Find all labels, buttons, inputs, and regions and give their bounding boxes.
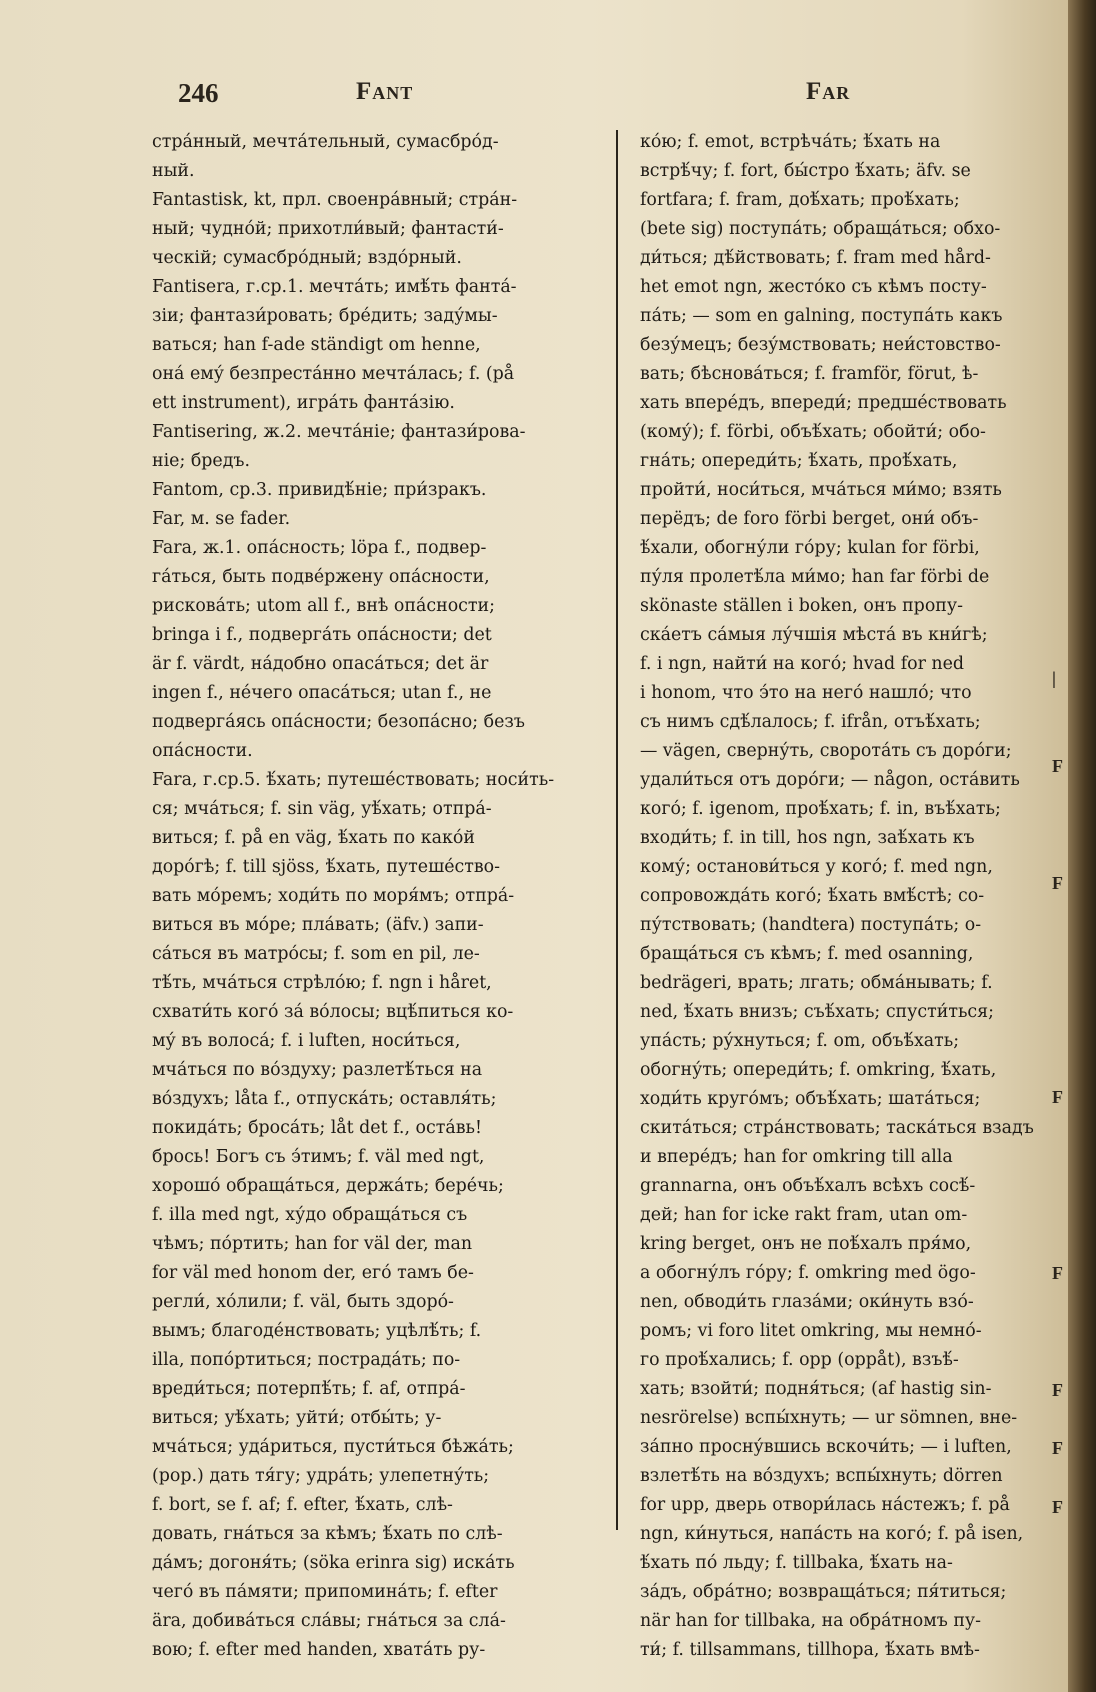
text-line: удали́ться отъ доро́ги; — någon, оста́вить [640, 770, 1020, 790]
text-line: ческій; сумасбро́дный; вздо́рный. [152, 248, 462, 268]
text-line: а обогну́лъ го́ру; f. omkring med ögo- [640, 1263, 976, 1283]
text-line: är f. värdt, на́добно опаса́ться; det är [152, 654, 489, 674]
text-line: i honom, что э́то на него́ нашло́; что [640, 683, 972, 703]
margin-mark: F [1052, 756, 1063, 776]
text-line: брось! Богъ съ э́тимъ; f. väl med ngt, [152, 1147, 485, 1167]
text-line: Far, м. se fader. [152, 509, 291, 529]
text-line: доро́гѣ; f. till sjöss, ѣ́хать, путеше́ство- [152, 857, 501, 877]
text-line: опа́сности. [152, 741, 253, 761]
text-line: тѣ́ть, мча́ться стрѣло́ю; f. ngn i håret, [152, 973, 492, 993]
text-line: вреди́ться; потерпѣ́ть; f. af, отпра́- [152, 1379, 466, 1399]
text-line: f. i ngn, найти́ на кого́; hvad for ned [640, 654, 965, 674]
book-spine-edge [1068, 0, 1096, 1692]
text-line: па́ть; — som en galning, поступа́ть какъ [640, 306, 1003, 326]
guide-word-right: Far [806, 78, 851, 105]
text-line: (кому́); f. förbi, объѣ́хать; обойти́; обо- [640, 422, 986, 442]
text-line: вать; бѣснова́ться; f. framför, förut, ѣ- [640, 364, 979, 384]
text-line: виться въ мо́ре; пла́вать; (äfv.) запи- [152, 915, 484, 935]
text-line: ска́етъ са́мыя лу́чшія мѣста́ въ кни́гѣ; [640, 625, 988, 645]
text-line: хать; взойти́; подня́ться; (af hastig sin- [640, 1379, 992, 1399]
text-line: ѣ́хать по́ льду; f. tillbaka, ѣ́хать на- [640, 1553, 953, 1573]
text-line: f. illa med ngt, ху́до обраща́ться съ [152, 1205, 468, 1225]
text-line: Fantisera, г.ср.1. мечта́ть; имѣ́ть фанта́- [152, 277, 517, 297]
text-line: Fantastisk, kt, прл. своенра́вный; стра́н- [152, 190, 518, 210]
text-line: illa, попо́ртиться; пострада́ть; по- [152, 1350, 461, 1370]
text-line: рискова́ть; utom all f., внѣ опа́сности; [152, 596, 495, 616]
margin-mark: F [1052, 873, 1063, 893]
text-line: обогну́ть; опереди́ть; f. omkring, ѣ́хать, [640, 1060, 997, 1080]
text-line: зіи; фантази́ровать; бре́дить; заду́мы- [152, 306, 498, 326]
text-line: упа́сть; ру́хнуться; f. om, объѣ́хать; [640, 1031, 960, 1051]
guide-word-left: Fant [356, 78, 414, 105]
text-line: ngn, ки́нуться, напа́сть на кого́; f. på isen, [640, 1524, 1024, 1544]
margin-mark: F [1052, 1497, 1063, 1517]
text-line: bedrägeri, врать; лгать; обма́нывать; f. [640, 973, 993, 993]
text-line: — vägen, сверну́ть, сворота́ть съ доро́ги; [640, 741, 1012, 761]
text-line: стра́нный, мечта́тельный, сумасбро́д- [152, 132, 499, 152]
text-line: Fara, г.ср.5. ѣ́хать; путеше́ствовать; носи́ть- [152, 770, 555, 790]
margin-mark: | [1052, 668, 1056, 688]
text-line: перёдъ; de foro förbi berget, они́ объ- [640, 509, 979, 529]
text-line: grannarna, онъ объѣ́халъ всѣхъ сосѣ́- [640, 1176, 976, 1196]
text-line: пу́тствовать; (handtera) поступа́ть; о- [640, 915, 982, 935]
text-line: пу́ля пролетѣ́ла ми́мо; han far förbi de [640, 567, 990, 587]
text-line: регли́, хо́лили; f. väl, быть здоро́- [152, 1292, 454, 1312]
text-line: она́ ему́ безпреста́нно мечта́лась; f. (på [152, 364, 515, 384]
text-line: Fara, ж.1. опа́сность; löpa f., подвер- [152, 538, 487, 558]
text-line: skönaste ställen i boken, онъ пропу- [640, 596, 963, 616]
text-line: Fantom, ср.3. привидѣ́ніе; при́зракъ. [152, 480, 487, 500]
text-line: чѣмъ; по́ртить; han for väl der, man [152, 1234, 473, 1254]
margin-mark: F [1052, 1438, 1063, 1458]
margin-mark: F [1052, 1263, 1063, 1283]
text-line: за́дъ, обра́тно; возвраща́ться; пя́титься; [640, 1582, 1007, 1602]
text-line: ромъ; vi foro litet omkring, мы немно́- [640, 1321, 982, 1341]
column-divider [616, 130, 618, 1530]
text-line: довать, гна́ться за кѣмъ; ѣ́хать по слѣ- [152, 1524, 503, 1544]
text-line: kring berget, онъ не поѣ́халъ пря́мо, [640, 1234, 972, 1254]
text-line: ко́ю; f. emot, встрѣча́ть; ѣ́хать на [640, 132, 941, 152]
text-line: ned, ѣ́хать внизъ; съѣ́хать; спусти́ться; [640, 1002, 994, 1022]
text-line: взлетѣ́ть на во́здухъ; вспы́хнуть; dörren [640, 1466, 1003, 1486]
text-line: го проѣ́хались; f. opp (oppåt), взъѣ́- [640, 1350, 959, 1370]
text-line: ära, добива́ться сла́вы; гна́ться за сла́- [152, 1611, 506, 1631]
text-line: ти́; f. tillsammans, tillhopa, ѣ́хать вмѣ- [640, 1640, 980, 1660]
text-line: кому́; останови́ться у кого́; f. med ngn, [640, 857, 993, 877]
text-line: ett instrument), игра́ть фанта́зію. [152, 393, 455, 413]
right-column [640, 128, 1068, 1665]
text-line: Fantisering, ж.2. мечта́ніе; фантази́рова- [152, 422, 526, 442]
text-line: nen, обводи́ть глаза́ми; оки́нуть взо́- [640, 1292, 974, 1312]
left-column [152, 128, 600, 1665]
text-line: мча́ться; уда́риться, пусти́ться бѣжа́ть; [152, 1437, 514, 1457]
text-line: nesrörelse) вспы́хнуть; — ur sömnen, вне- [640, 1408, 1018, 1428]
text-line: виться; уѣ́хать; уйти́; отбы́ть; у- [152, 1408, 442, 1428]
text-line: for väl med honom der, его́ тамъ бе- [152, 1263, 474, 1283]
text-line: när han for tillbaka, на обра́тномъ пу- [640, 1611, 982, 1631]
text-line: f. bort, se f. af; f. efter, ѣ́хать, слѣ- [152, 1495, 453, 1515]
text-line: кого́; f. igenom, проѣ́хать; f. in, въѣ́хать; [640, 799, 1001, 819]
text-line: вою; f. efter med handen, хвата́ть ру- [152, 1640, 486, 1660]
text-line: входи́ть; f. in till, hos ngn, заѣ́хать къ [640, 828, 975, 848]
text-line: het emot ngn, жесто́ко съ кѣмъ посту- [640, 277, 987, 297]
text-line: за́пно просну́вшись вскочи́ть; — i luften, [640, 1437, 1012, 1457]
margin-mark: F [1052, 1087, 1063, 1107]
text-line: пройти́, носи́ться, мча́ться ми́мо; взять [640, 480, 1002, 500]
text-line: fortfara; f. fram, доѣ́хать; проѣ́хать; [640, 190, 960, 210]
text-line: ніе; бредъ. [152, 451, 251, 471]
text-line: покида́ть; броса́ть; låt det f., оста́вь! [152, 1118, 482, 1138]
text-line: (pop.) дать тя́гу; удра́ть; улепетну́ть; [152, 1466, 490, 1486]
text-line: га́ться, быть подве́ржену опа́сности, [152, 567, 490, 587]
text-line: му́ въ волоса́; f. i luften, носи́ться, [152, 1031, 461, 1051]
page-number: 246 [178, 78, 219, 108]
text-line: скита́ться; стра́нствовать; таска́ться взадъ [640, 1118, 1034, 1138]
text-line: встрѣ́чу; f. fort, бы́стро ѣ́хать; äfv. se [640, 161, 971, 181]
text-line: браща́ться съ кѣмъ; f. med osanning, [640, 944, 974, 964]
text-line: са́ться въ матро́сы; f. som en pil, ле- [152, 944, 480, 964]
text-line: схвати́ть кого́ за́ во́лосы; вцѣ́питься ко- [152, 1002, 514, 1022]
text-line: и впере́дъ; han for omkring till alla [640, 1147, 953, 1167]
text-line: ный; чудно́й; прихотли́вый; фантасти́- [152, 219, 504, 239]
text-line: ѣ́хали, обогну́ли го́ру; kulan for förbi, [640, 538, 980, 558]
text-line: съ нимъ сдѣ́лалось; f. ifrån, отъѣ́хать; [640, 712, 981, 732]
text-line: подверга́ясь опа́сности; безопа́сно; безъ [152, 712, 525, 732]
text-line: мча́ться по во́здуху; разлетѣ́ться на [152, 1060, 483, 1080]
text-line: ся; мча́ться; f. sin väg, уѣ́хать; отпра́- [152, 799, 492, 819]
text-line: ingen f., не́чего опаса́ться; utan f., не [152, 683, 492, 703]
text-line: ди́ться; дѣ́йствовать; f. fram med hård- [640, 248, 991, 268]
text-line: дей; han for icke rakt fram, utan om- [640, 1205, 968, 1225]
text-line: да́мъ; догоня́ть; (söka erinra sig) иска́ть [152, 1553, 515, 1573]
text-line: чего́ въ па́мяти; припомина́ть; f. efter [152, 1582, 498, 1602]
text-line: безу́мецъ; безу́мствовать; неи́стовство- [640, 335, 1001, 355]
margin-mark: F [1052, 1380, 1063, 1400]
text-line: хорошо́ обраща́ться, держа́ть; бере́чь; [152, 1176, 504, 1196]
text-line: ный. [152, 161, 195, 181]
text-line: (bete sig) поступа́ть; обраща́ться; обхо- [640, 219, 1001, 239]
text-line: во́здухъ; låta f., отпуска́ть; оставля́ть; [152, 1089, 497, 1109]
text-line: for upp, дверь отвори́лась на́стежъ; f. på [640, 1495, 1010, 1515]
text-line: хать впере́дъ, впереди́; предше́ствовать [640, 393, 1007, 413]
text-line: сопровожда́ть кого́; ѣ́хать вмѣ́стѣ; со- [640, 886, 985, 906]
text-line: виться; f. på en väg, ѣ́хать по како́й [152, 828, 475, 848]
text-line: bringa i f., подверга́ть опа́сности; det [152, 625, 492, 645]
text-line: ваться; han f-ade ständigt om henne, [152, 335, 481, 355]
text-line: вать мо́ремъ; ходи́ть по моря́мъ; отпра́- [152, 886, 515, 906]
text-line: вымъ; благоде́нствовать; уцѣлѣ́ть; f. [152, 1321, 482, 1341]
text-line: ходи́ть круго́мъ; объѣ́хать; шата́ться; [640, 1089, 981, 1109]
text-line: гна́ть; опереди́ть; ѣ́хать, проѣ́хать, [640, 451, 958, 471]
